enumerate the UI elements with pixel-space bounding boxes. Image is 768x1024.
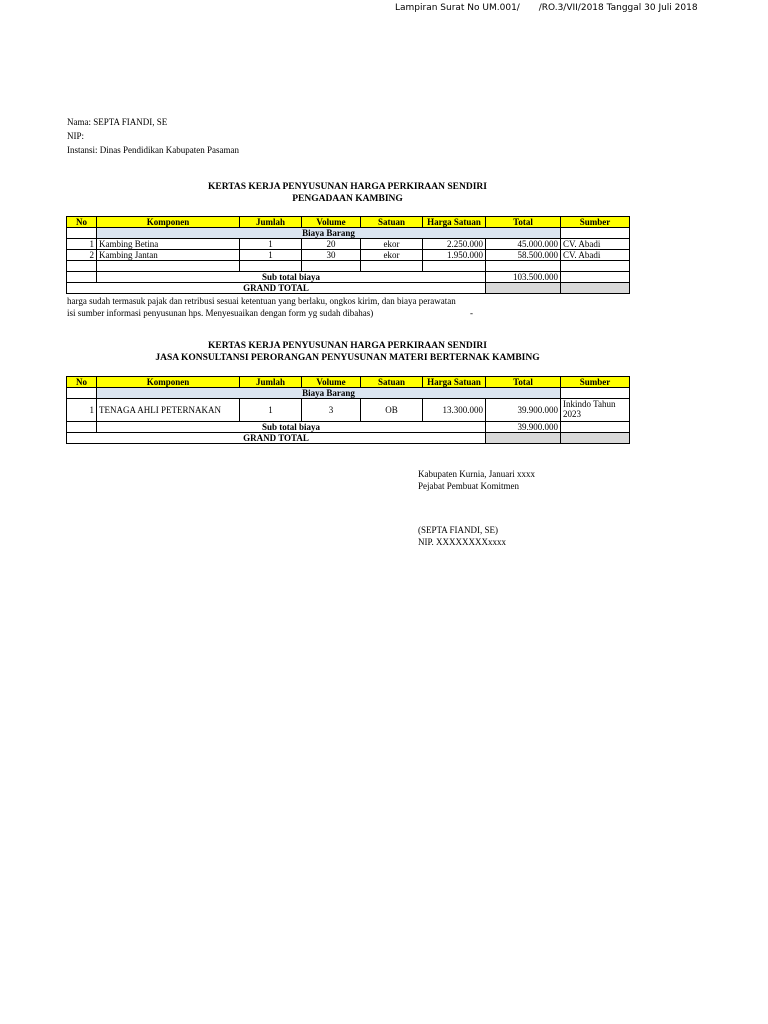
section-row xyxy=(67,388,630,399)
table2-title-line2: JASA KONSULTANSI PERORANGAN PENYUSUNAN MATERI BERTERNAK KAMBING xyxy=(155,353,540,363)
section-label: Biaya Barang xyxy=(97,388,561,399)
signature-nip: NIP. XXXXXXXXxxxx xyxy=(418,537,507,547)
grand-total-row xyxy=(67,283,630,294)
column-header: No xyxy=(67,217,97,228)
cell-no: 1 xyxy=(67,239,97,250)
column-header: Harga Satuan xyxy=(423,217,486,228)
cell-jumlah: 1 xyxy=(240,399,302,422)
column-header: Volume xyxy=(302,377,361,388)
subtotal-label: Sub total biaya xyxy=(97,272,486,283)
column-header: Satuan xyxy=(361,217,423,228)
cell-sumber: CV. Abadi xyxy=(561,239,630,250)
table2-title-line1: KERTAS KERJA PENYUSUNAN HARGA PERKIRAAN SENDIRI xyxy=(208,341,487,351)
note-dash: - xyxy=(470,308,473,318)
section-row xyxy=(67,228,630,239)
cell-satuan: ekor xyxy=(361,239,423,250)
cell-volume: 30 xyxy=(302,250,361,261)
column-header: No xyxy=(67,377,97,388)
cell-volume: 20 xyxy=(302,239,361,250)
hps-table-konsultansi xyxy=(66,376,630,444)
section-label: Biaya Barang xyxy=(97,228,561,239)
column-header: Jumlah xyxy=(240,377,302,388)
cell-sumber-line1: Inkindo Tahun xyxy=(563,399,616,409)
table-row xyxy=(67,239,630,250)
column-header: Komponen xyxy=(97,217,240,228)
column-header: Harga Satuan xyxy=(423,377,486,388)
column-header: Sumber xyxy=(561,377,630,388)
grand-total-value xyxy=(486,433,561,444)
table-row xyxy=(67,399,630,422)
grand-total-row xyxy=(67,433,630,444)
info-instansi: Instansi: Dinas Pendidikan Kabupaten Pasaman xyxy=(67,145,239,155)
cell-jumlah: 1 xyxy=(240,239,302,250)
table1-title-line1: KERTAS KERJA PENYUSUNAN HARGA PERKIRAAN SENDIRI xyxy=(208,182,487,192)
column-header: Sumber xyxy=(561,217,630,228)
cell-volume: 3 xyxy=(302,399,361,422)
column-header: Jumlah xyxy=(240,217,302,228)
cell-harga-satuan: 2.250.000 xyxy=(423,239,486,250)
attachment-reference-part1: Lampiran Surat No UM.001/ xyxy=(395,3,520,13)
note-price-inclusion: harga sudah termasuk pajak dan retribusi sesuai ketentuan yang berlaku, ongkos kirim, dan biaya perawatan xyxy=(67,296,456,306)
grand-total-label: GRAND TOTAL xyxy=(67,283,486,294)
column-header: Total xyxy=(486,217,561,228)
cell-no: 2 xyxy=(67,250,97,261)
table-header-row xyxy=(67,217,630,228)
subtotal-label: Sub total biaya xyxy=(97,422,486,433)
hps-table-kambing xyxy=(66,216,630,294)
cell-komponen: Kambing Jantan xyxy=(97,250,240,261)
attachment-reference-part2: /RO.3/VII/2018 Tanggal 30 Juli 2018 xyxy=(538,3,698,13)
cell-total: 45.000.000 xyxy=(486,239,561,250)
column-header: Satuan xyxy=(361,377,423,388)
cell-sumber-line2: 2023 xyxy=(563,409,581,419)
cell-satuan: OB xyxy=(361,399,423,422)
table-header-row xyxy=(67,377,630,388)
cell-harga-satuan: 13.300.000 xyxy=(423,399,486,422)
info-nama: Nama: SEPTA FIANDI, SE xyxy=(67,117,168,127)
signature-name: (SEPTA FIANDI, SE) xyxy=(418,525,499,535)
cell-total: 39.900.000 xyxy=(486,399,561,422)
cell-jumlah: 1 xyxy=(240,250,302,261)
subtotal-row xyxy=(67,422,630,433)
column-header: Volume xyxy=(302,217,361,228)
grand-total-label: GRAND TOTAL xyxy=(67,433,486,444)
cell-sumber xyxy=(561,399,630,422)
table1-title-line2: PENGADAAN KAMBING xyxy=(292,194,403,204)
subtotal-row xyxy=(67,272,630,283)
subtotal-value: 103.500.000 xyxy=(486,272,561,283)
signature-place-date: Kabupaten Kurnia, Januari xxxx xyxy=(418,469,535,479)
attachment-reference xyxy=(395,3,698,13)
table-row-empty xyxy=(67,261,630,272)
cell-no: 1 xyxy=(67,399,97,422)
cell-komponen: Kambing Betina xyxy=(97,239,240,250)
grand-total-value xyxy=(486,283,561,294)
table-row xyxy=(67,250,630,261)
column-header: Komponen xyxy=(97,377,240,388)
cell-komponen: TENAGA AHLI PETERNAKAN xyxy=(97,399,240,422)
note-source-info: isi sumber informasi penyusunan hps. Menyesuaikan dengan form yg sudah dibahas) xyxy=(67,308,374,318)
cell-satuan: ekor xyxy=(361,250,423,261)
cell-harga-satuan: 1.950.000 xyxy=(423,250,486,261)
info-nip: NIP: xyxy=(67,131,85,141)
cell-total: 58.500.000 xyxy=(486,250,561,261)
cell-sumber: CV. Abadi xyxy=(561,250,630,261)
column-header: Total xyxy=(486,377,561,388)
subtotal-value: 39.900.000 xyxy=(486,422,561,433)
signature-role: Pejabat Pembuat Komitmen xyxy=(418,481,519,491)
